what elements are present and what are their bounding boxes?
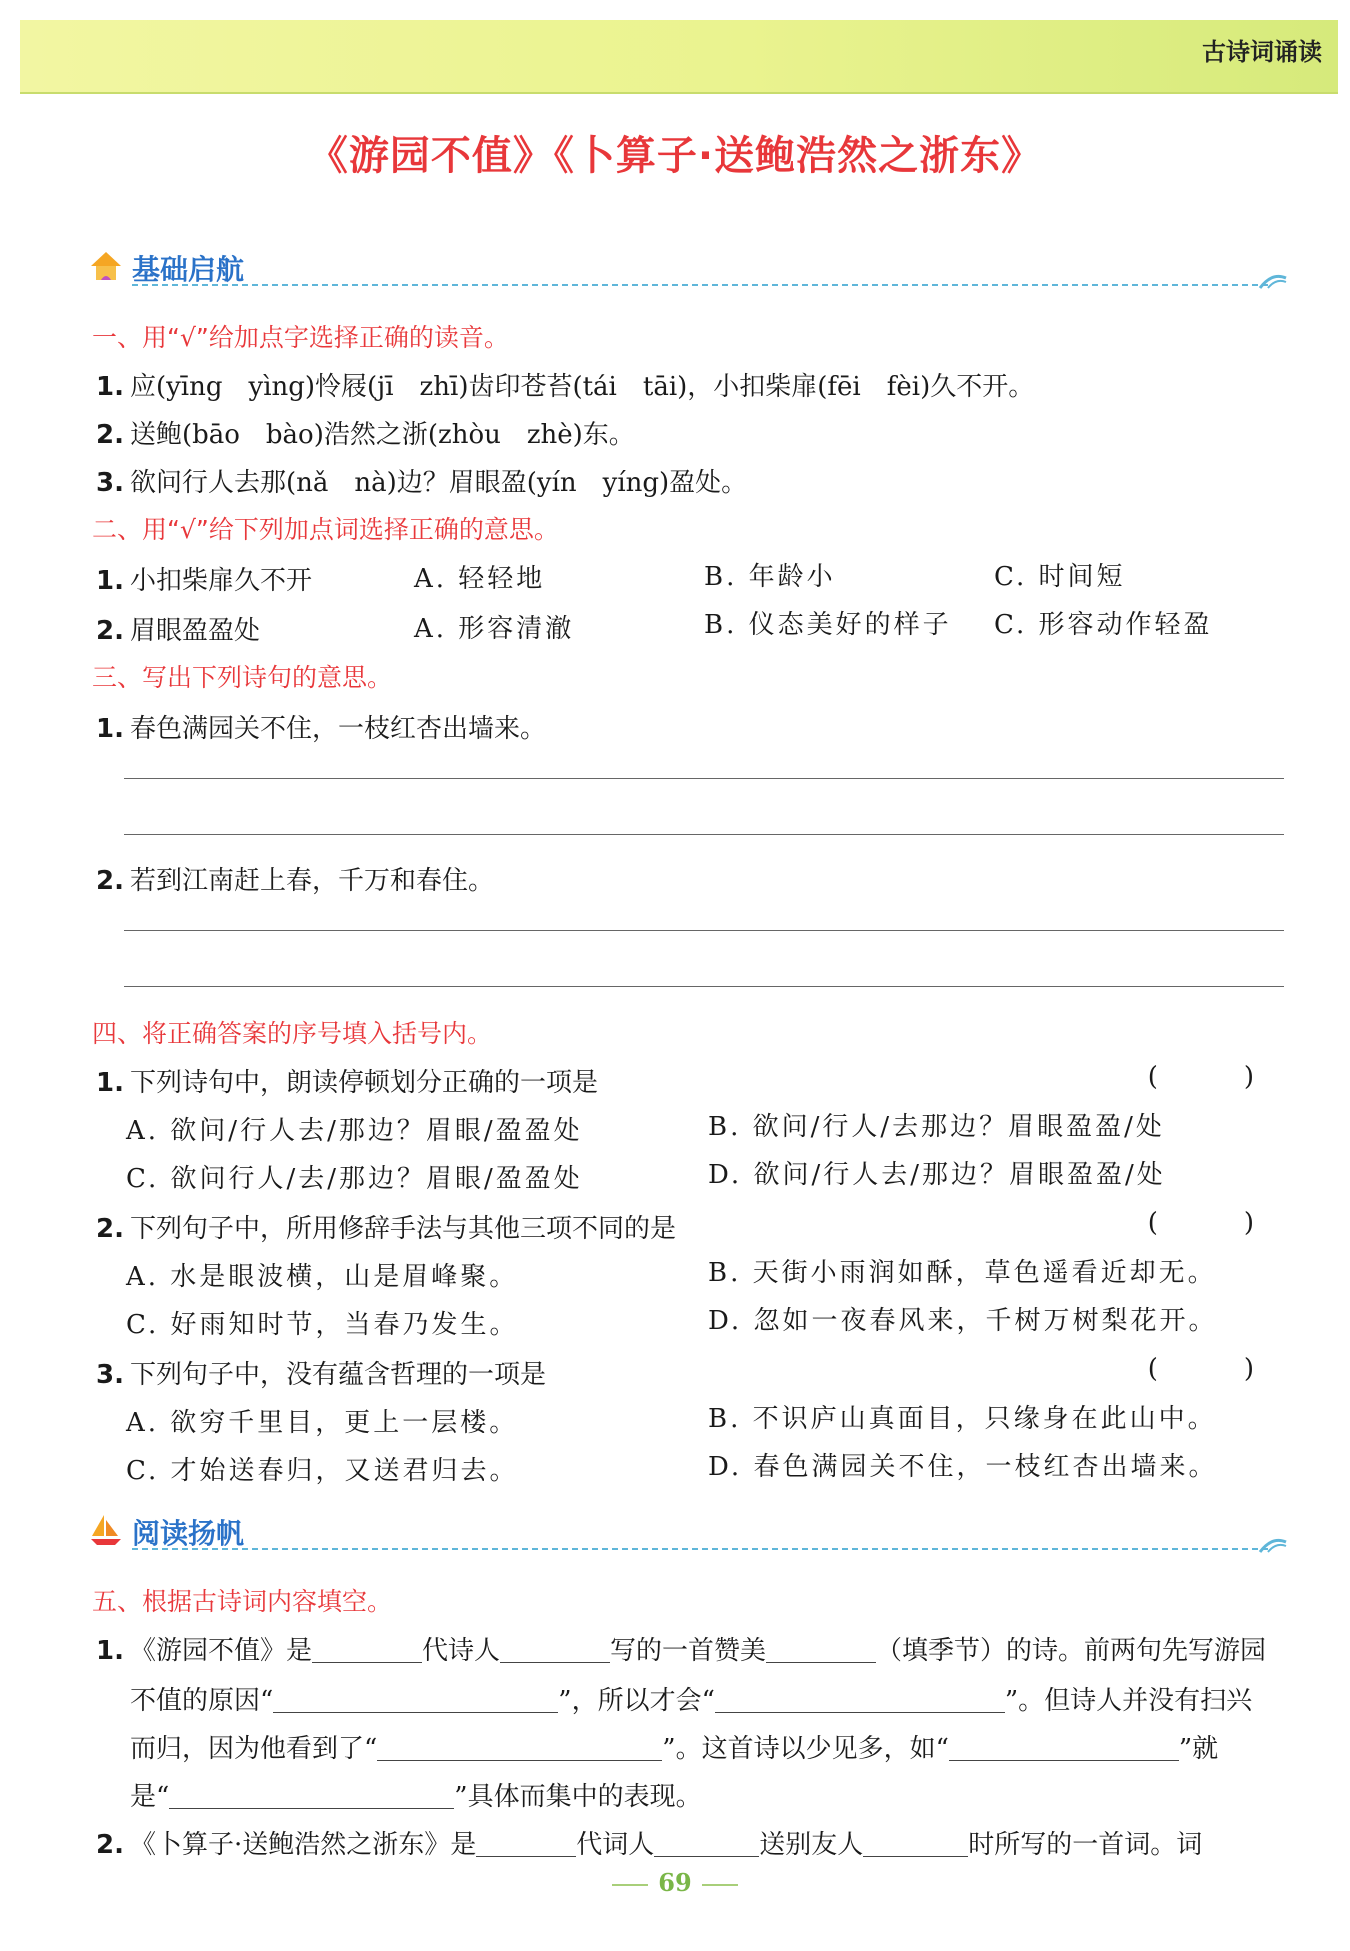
option-c: C. 形容动作轻盈 xyxy=(994,610,1213,640)
fill-blank[interactable] xyxy=(863,1830,968,1857)
text-run: 送别友人 xyxy=(759,1830,864,1860)
answer-paren[interactable]: ( ) xyxy=(1147,1062,1284,1092)
item-number: 2. xyxy=(96,1214,124,1244)
question-stem: 下列诗句中，朗读停顿划分正确的一项是 xyxy=(129,1068,598,1098)
item-number: 2. xyxy=(96,420,124,450)
fill-blank[interactable] xyxy=(654,1830,759,1857)
list-item xyxy=(96,366,1034,403)
option-c: C. 时间短 xyxy=(994,562,1126,592)
fill-blank[interactable] xyxy=(273,1686,558,1713)
fill-in-paragraph xyxy=(96,1824,1202,1861)
dashed-divider xyxy=(132,1548,1268,1550)
fill-blank[interactable] xyxy=(377,1734,662,1761)
text-run: 是“ xyxy=(130,1782,170,1812)
fill-blank[interactable] xyxy=(949,1734,1179,1761)
answer-line[interactable] xyxy=(124,986,1284,987)
text-run: （填季节）的诗。前两句先写游园 xyxy=(876,1636,1267,1666)
banner-reading xyxy=(88,1510,1288,1550)
option-a: A. 欲问/行人去/那边？眉眼/盈盈处 xyxy=(126,1116,583,1146)
question-heading: 五、根据古诗词内容填空。 xyxy=(92,1587,393,1616)
item-number: 1. xyxy=(96,566,124,596)
question-heading: 一、用“√”给加点字选择正确的读音。 xyxy=(92,323,509,352)
answer-line[interactable] xyxy=(124,930,1284,931)
option-b: B. 欲问/行人/去那边？眉眼盈盈/处 xyxy=(708,1112,1165,1142)
text-run: 代诗人 xyxy=(421,1636,500,1666)
text-run: ”，所以才会“ xyxy=(558,1686,715,1716)
option-d: D. 春色满园关不住，一枝红杏出墙来。 xyxy=(708,1452,1218,1482)
option-b: B. 天街小雨润如酥，草色遥看近却无。 xyxy=(708,1258,1217,1288)
answer-line[interactable] xyxy=(124,778,1284,779)
banner-label: 基础启航 xyxy=(132,253,245,286)
mc-question xyxy=(96,1354,546,1391)
list-item xyxy=(96,414,635,451)
list-item xyxy=(96,462,747,499)
item-number: 2. xyxy=(96,866,124,896)
text-run: 而归，因为他看到了“ xyxy=(130,1734,378,1764)
question-heading: 三、写出下列诗句的意思。 xyxy=(92,663,393,692)
text-run: 时所写的一首词。词 xyxy=(968,1830,1203,1860)
answer-paren[interactable]: ( ) xyxy=(1147,1208,1284,1238)
item-number: 3. xyxy=(96,1360,124,1390)
item-text: 春色满园关不住，一枝红杏出墙来。 xyxy=(129,714,546,744)
page-number-dash xyxy=(612,1884,648,1886)
question-heading: 四、将正确答案的序号填入括号内。 xyxy=(92,1019,493,1048)
fill-in-paragraph xyxy=(130,1776,702,1813)
option-a: A. 欲穷千里目，更上一层楼。 xyxy=(126,1408,519,1438)
text-run: 不值的原因“ xyxy=(130,1686,274,1716)
fill-blank[interactable] xyxy=(476,1830,576,1857)
mc-question xyxy=(96,1062,598,1099)
option-a: A. 形容清澈 xyxy=(414,614,575,644)
option-b: B. 仪态美好的样子 xyxy=(704,610,952,640)
option-b: B. 不识庐山真面目，只缘身在此山中。 xyxy=(708,1404,1217,1434)
item-text: 应(yīng yìng)怜屐(jī zhī)齿印苍苔(tái tāi)，小扣柴扉(fēi fèi)久不开。 xyxy=(129,372,1035,402)
text-run: ”。这首诗以少见多，如“ xyxy=(662,1734,949,1764)
page-number-text: 69 xyxy=(658,1868,692,1897)
item-number: 1. xyxy=(96,1636,124,1666)
banner-label: 阅读扬帆 xyxy=(132,1517,245,1550)
option-b: B. 年龄小 xyxy=(704,562,836,592)
item-phrase: 小扣柴扉久不开 xyxy=(129,566,312,596)
item-text: 欲问行人去那(nǎ nà)边？眉眼盈(yín yíng)盈处。 xyxy=(129,468,748,498)
arrow-flourish-icon xyxy=(1258,1532,1288,1554)
fill-blank[interactable] xyxy=(312,1636,422,1663)
answer-line[interactable] xyxy=(124,834,1284,835)
section-tag: 古诗词诵读 xyxy=(1202,38,1322,66)
fill-in-paragraph xyxy=(96,1630,1266,1667)
option-a: A. 轻轻地 xyxy=(414,564,546,594)
page-number xyxy=(0,1868,1350,1897)
option-d: D. 忽如一夜春风来，千树万树梨花开。 xyxy=(708,1306,1218,1336)
item-text: 若到江南赶上春，千万和春住。 xyxy=(129,866,494,896)
item-number: 1. xyxy=(96,372,124,402)
header-band xyxy=(20,20,1338,94)
sailboat-icon xyxy=(88,1512,124,1548)
item-number: 3. xyxy=(96,468,124,498)
table-row xyxy=(96,610,260,647)
house-icon xyxy=(88,248,124,284)
option-c: C. 好雨知时节，当春乃发生。 xyxy=(126,1310,519,1340)
answer-paren[interactable]: ( ) xyxy=(1147,1354,1284,1384)
item-phrase: 眉眼盈盈处 xyxy=(129,616,260,646)
fill-blank[interactable] xyxy=(169,1782,454,1809)
question-stem: 下列句子中，所用修辞手法与其他三项不同的是 xyxy=(129,1214,676,1244)
dashed-divider xyxy=(132,284,1268,286)
fill-blank[interactable] xyxy=(500,1636,610,1663)
text-run: 《卜算子·送鲍浩然之浙东》是 xyxy=(129,1830,477,1860)
text-run: 代词人 xyxy=(576,1830,655,1860)
text-run: 写的一首赞美 xyxy=(610,1636,767,1666)
mc-question xyxy=(96,1208,676,1245)
page-number-dash xyxy=(702,1884,738,1886)
text-run: 《游园不值》是 xyxy=(129,1636,312,1666)
list-item xyxy=(96,860,494,897)
table-row xyxy=(96,560,312,597)
question-heading: 二、用“√”给下列加点词选择正确的意思。 xyxy=(92,515,559,544)
item-number: 2. xyxy=(96,616,124,646)
question-stem: 下列句子中，没有蕴含哲理的一项是 xyxy=(129,1360,546,1390)
item-text: 送鲍(bāo bào)浩然之浙(zhòu zhè)东。 xyxy=(129,420,635,450)
item-number: 1. xyxy=(96,714,124,744)
text-run: ”。但诗人并没有扫兴 xyxy=(1004,1686,1253,1716)
fill-in-paragraph xyxy=(130,1680,1252,1717)
option-c: C. 才始送春归，又送君归去。 xyxy=(126,1456,519,1486)
item-number: 2. xyxy=(96,1830,124,1860)
fill-blank[interactable] xyxy=(715,1686,1005,1713)
arrow-flourish-icon xyxy=(1258,268,1288,290)
option-d: D. 欲问/行人去/那边？眉眼盈盈/处 xyxy=(708,1160,1166,1190)
option-c: C. 欲问行人/去/那边？眉眼/盈盈处 xyxy=(126,1164,583,1194)
banner-basics xyxy=(88,246,1288,286)
list-item xyxy=(96,708,546,745)
page-title: 《游园不值》《卜算子·送鲍浩然之浙东》 xyxy=(307,133,1043,179)
fill-blank[interactable] xyxy=(766,1636,876,1663)
text-run: ”就 xyxy=(1178,1734,1219,1764)
option-a: A. 水是眼波横，山是眉峰聚。 xyxy=(126,1262,519,1292)
item-number: 1. xyxy=(96,1068,124,1098)
text-run: ”具体而集中的表现。 xyxy=(454,1782,702,1812)
fill-in-paragraph xyxy=(130,1728,1218,1765)
